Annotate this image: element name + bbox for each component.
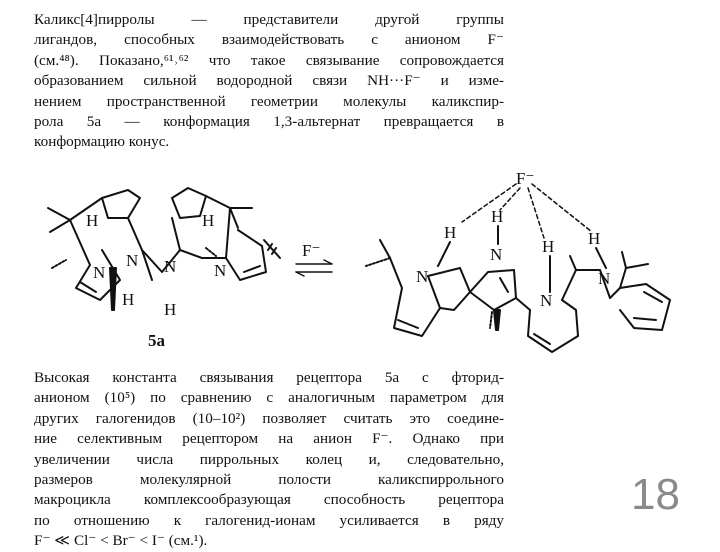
atom-h: H	[164, 300, 177, 319]
text-line: (см.⁴⁸). Показано,⁶¹˒⁶² что такое связывание сопровождается	[34, 51, 504, 69]
atom-h: H	[202, 211, 215, 230]
calixpyrrole-cone-complex	[366, 169, 670, 352]
reagent-label: F⁻	[302, 241, 321, 260]
text-line: размеров молекулярной полости каликспиррольного	[34, 471, 504, 489]
atom-n: N	[164, 257, 177, 276]
text-line: по отношению к галогенид-ионам усиливается в ряду	[34, 511, 504, 529]
atom-n: N	[93, 263, 106, 282]
text-line: рола 5а — конформация 1,3-альтернат превращается в	[34, 113, 504, 131]
compound-label: 5a	[148, 331, 165, 350]
text-line: лигандов, способных взаимодействовать с анионом F⁻	[34, 31, 504, 49]
fluoride-label: F⁻	[516, 169, 535, 188]
atom-n: N	[214, 261, 227, 280]
text-line: Каликс[4]пирролы — представители другой группы	[34, 11, 504, 28]
text-line: других галогенидов (10–10²) позволяет считать это соедине-	[34, 409, 504, 427]
atom-h: H	[86, 211, 99, 230]
atom-h: H	[122, 290, 135, 309]
atom-h: H	[444, 223, 457, 242]
atom-h: H	[588, 229, 601, 248]
text-line: Высокая константа связывания рецептора 5а с фторид-	[34, 369, 504, 386]
reaction-scheme	[30, 160, 695, 365]
text-line: F⁻ ≪ Cl⁻ < Br⁻ < I⁻ (см.¹).	[34, 532, 208, 550]
atom-n: N	[598, 269, 611, 288]
atom-n: N	[540, 291, 553, 310]
text-line: нением пространственной геометрии молекулы каликспир-	[34, 92, 504, 110]
atom-h: H	[491, 207, 504, 226]
atom-h: H	[542, 237, 555, 256]
page-number: 18	[631, 470, 680, 519]
atom-n: N	[490, 245, 503, 264]
paragraph-top	[34, 10, 504, 153]
text-line: макроцикла комплексообразующая способность рецептора	[34, 491, 504, 509]
atom-n: N	[126, 251, 139, 270]
text-line: конформацию конус.	[34, 133, 170, 151]
text-line: образованием сильной водородной связи NH···F⁻ и изме-	[34, 72, 504, 90]
paragraph-bottom	[34, 368, 504, 552]
equilibrium-arrows	[296, 241, 332, 276]
atom-n: N	[416, 267, 429, 286]
text-line: анионом (10⁵) по сравнению с аналогичным параметром для	[34, 389, 504, 407]
text-line: ние селективным рецептором на анион F⁻. Однако при	[34, 430, 504, 448]
calixpyrrole-alternate-structure	[48, 188, 280, 319]
text-line: увеличении числа пиррольных колец и, следовательно,	[34, 450, 504, 468]
